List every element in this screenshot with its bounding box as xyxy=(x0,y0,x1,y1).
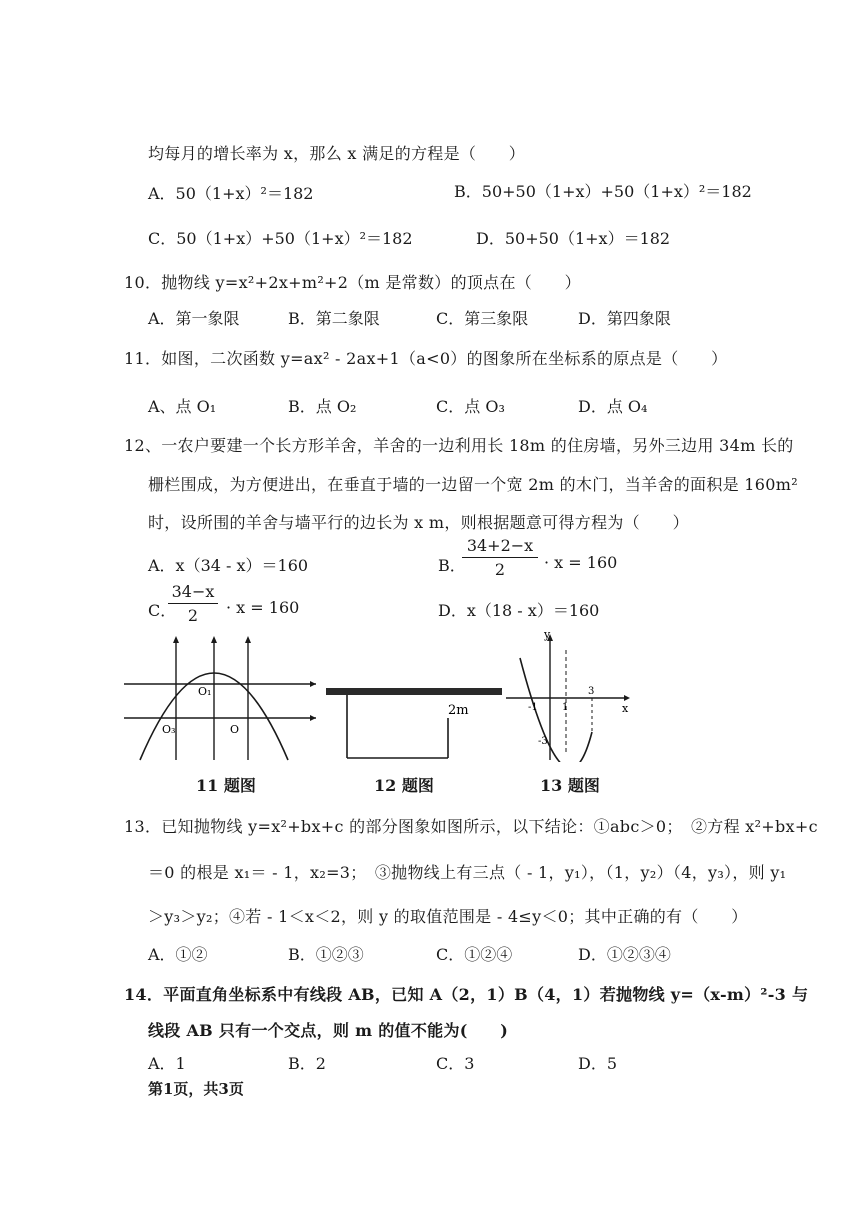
fig12-wall xyxy=(326,688,502,695)
fig13-caption: 13 题图 xyxy=(540,776,600,795)
q9-option-c: C．50（1+x）+50（1+x）²＝182 xyxy=(148,229,413,248)
q12-option-d: D．x（18 - x）＝160 xyxy=(438,601,600,620)
page-number: 第1页，共3页 xyxy=(148,1080,244,1098)
fig13-label-neg1: -1 xyxy=(528,702,538,713)
q12-option-c-suffix: · x = 160 xyxy=(226,598,300,617)
q9-stem: 均每月的增长率为 x，那么 x 满足的方程是（ ） xyxy=(148,144,526,163)
figure-11 xyxy=(120,632,320,762)
q12-stem-line3: 时，设所围的羊舍与墙平行的边长为 x m，则根据题意可得方程为（ ） xyxy=(148,513,689,532)
q12-option-c-prefix: C． xyxy=(148,601,177,620)
q10-stem: 10．抛物线 y=x²+2x+m²+2（m 是常数）的顶点在（ ） xyxy=(124,273,581,292)
fig11-label-o3: O₃ xyxy=(162,723,176,736)
q12-option-b-fraction xyxy=(462,536,538,579)
fig12-caption: 12 题图 xyxy=(374,776,434,795)
q12-option-b-numerator: 34+2−x xyxy=(462,536,538,558)
fig13-label-neg3: -3 xyxy=(538,736,548,747)
q13-option-a: A．①② xyxy=(148,945,208,964)
q10-option-d: D．第四象限 xyxy=(578,309,671,328)
figure-13 xyxy=(500,628,640,762)
q12-option-b-suffix: · x = 160 xyxy=(544,553,618,572)
q12-option-a: A．x（34 - x）＝160 xyxy=(148,556,309,575)
q12-stem-line2: 栅栏围成，为方便进出，在垂直于墙的一边留一个宽 2m 的木门，当羊舍的面积是 160m² xyxy=(148,475,798,494)
fig11-label-o1: O₁ xyxy=(198,685,212,698)
fig13-axis-y: y xyxy=(544,628,551,641)
q12-option-c-fraction xyxy=(168,582,218,625)
q9-option-d: D．50+50（1+x）＝182 xyxy=(476,229,671,248)
q14-stem-line1: 14．平面直角坐标系中有线段 AB，已知 A（2，1）B（4，1）若抛物线 y=（x-m）²-3 与 xyxy=(124,985,809,1004)
q13-option-d: D．①②③④ xyxy=(578,945,671,964)
fig11-caption: 11 题图 xyxy=(196,776,256,795)
q9-option-b: B．50+50（1+x）+50（1+x）²＝182 xyxy=(454,182,752,201)
q11-option-d: D．点 O₄ xyxy=(578,397,648,416)
q12-option-b-denominator: 2 xyxy=(494,560,506,579)
fig13-label-3: 3 xyxy=(588,686,595,697)
q13-stem-line3: ＞y₃＞y₂；④若 - 1＜x＜2，则 y 的取值范围是 - 4≤y＜0；其中正确的有（ ） xyxy=(148,907,748,926)
q11-option-c: C．点 O₃ xyxy=(436,397,505,416)
q12-option-b-prefix: B． xyxy=(438,556,466,575)
fig13-axis-x: x xyxy=(622,702,629,715)
q10-option-b: B．第二象限 xyxy=(288,309,380,328)
fig12-door-label: 2m xyxy=(448,703,469,718)
fig11-label-o4: O xyxy=(230,723,240,736)
q12-option-c-denominator: 2 xyxy=(187,606,199,625)
q10-option-c: C．第三象限 xyxy=(436,309,529,328)
q9-option-a: A．50（1+x）²＝182 xyxy=(148,184,314,203)
q14-option-a: A．1 xyxy=(148,1054,186,1073)
q14-option-c: C．3 xyxy=(436,1054,475,1073)
q11-option-a: A、点 O₁ xyxy=(148,397,217,416)
q13-stem-line1: 13．已知抛物线 y=x²+bx+c 的部分图象如图所示，以下结论：①abc＞0； ②方程 x²+bx+c xyxy=(124,817,818,836)
q11-option-b: B．点 O₂ xyxy=(288,397,357,416)
q12-stem-line1: 12、一农户要建一个长方形羊舍，羊舍的一边利用长 18m 的住房墙，另外三边用 34m 长的 xyxy=(124,436,794,455)
q13-stem-line2: ＝0 的根是 x₁＝ - 1，x₂=3； ③抛物线上有三点（ - 1，y₁），（1，y₂）（4，y₃），则 y₁ xyxy=(148,863,787,882)
q13-option-b: B．①②③ xyxy=(288,945,364,964)
figure-12 xyxy=(322,684,506,764)
q14-option-d: D．5 xyxy=(578,1054,618,1073)
q13-option-c: C．①②④ xyxy=(436,945,513,964)
fig13-label-1: 1 xyxy=(562,702,569,713)
q10-option-a: A．第一象限 xyxy=(148,309,240,328)
q14-option-b: B．2 xyxy=(288,1054,326,1073)
q12-option-c-numerator: 34−x xyxy=(168,582,218,604)
q11-stem: 11．如图，二次函数 y=ax² - 2ax+1（a<0）的图象所在坐标系的原点是（ ） xyxy=(124,349,728,368)
q14-stem-line2: 线段 AB 只有一个交点，则 m 的值不能为( ) xyxy=(148,1021,509,1040)
